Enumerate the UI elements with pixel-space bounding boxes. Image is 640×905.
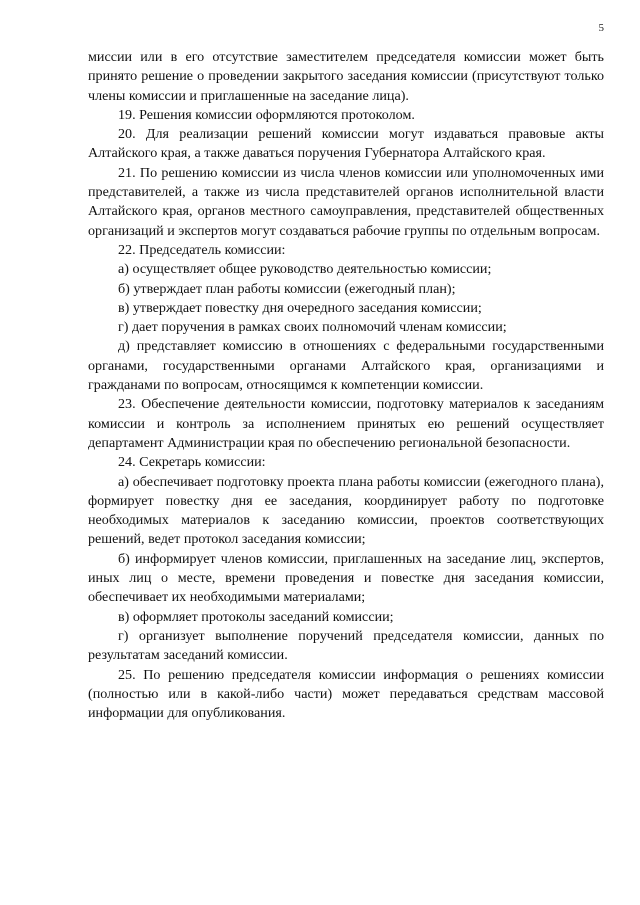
paragraph-24: 24. Секретарь комиссии: [118, 454, 266, 471]
paragraph-23: 23. Обеспечение деятельности комиссии, подготовку материалов к заседаниям комиссии и контроль за исполнением принятых ею решений осуществляет департамент Администрации края по обеспечению региональной безопасности. [88, 396, 604, 451]
paragraph-21: 21. По решению комиссии из числа членов комиссии или уполномоченных ими представителей, а также из числа представителей органов исполнительной власти Алтайского края, органов местного самоуправления, представителей общественных организаций и экспертов могут создаваться рабочие группы по отдельным вопросам. [88, 164, 604, 239]
paragraph-22-b: б) утверждает план работы комиссии (ежегодный план); [118, 280, 456, 297]
paragraph-continuation: миссии или в его отсутствие заместителем председателя комиссии может быть принято решение о проведении закрытого заседания комиссии (присутствуют только члены комиссии и приглашенные на заседание лица). [88, 49, 604, 104]
paragraph-25: 25. По решению председателя комиссии информация о решениях комиссии (полностью или в какой-либо части) может передаваться средствам массовой информации для опубликования. [88, 666, 604, 722]
paragraph-24-g: г) организует выполнение поручений председателя комиссии, данных по результатам заседаний комиссии. [88, 627, 604, 664]
document-body [88, 48, 604, 723]
paragraph-24-v: в) оформляет протоколы заседаний комиссии; [118, 608, 394, 625]
paragraph-22-a: а) осуществляет общее руководство деятельностью комиссии; [118, 261, 492, 278]
page-number: 5 [598, 22, 604, 34]
paragraph-24-a: а) обеспечивает подготовку проекта плана работы комиссии (ежегодного плана), формирует повестку дня ее заседания, координирует работу по подготовке необходимых материалов к заседанию комиссии, проектов соответствующих решений, ведет протокол заседания комиссии; [88, 473, 604, 548]
paragraph-19: 19. Решения комиссии оформляются протоколом. [118, 106, 415, 123]
paragraph-24-b: б) информирует членов комиссии, приглашенных на заседание лиц, экспертов, иных лиц о месте, времени проведения и повестке дня заседания комиссии, обеспечивает их необходимыми материалами; [88, 550, 604, 606]
paragraph-22: 22. Председатель комиссии: [118, 241, 286, 258]
paragraph-22-v: в) утверждает повестку дня очередного заседания комиссии; [118, 299, 482, 316]
paragraph-22-d: д) представляет комиссию в отношениях с федеральными государственными органами, государственными органами Алтайского края, организациями и гражданами по вопросам, относящимся к компетенции комиссии. [88, 338, 604, 394]
paragraph-20: 20. Для реализации решений комиссии могут издаваться правовые акты Алтайского края, а также даваться поручения Губернатора Алтайского края. [88, 126, 604, 162]
paragraph-22-g: г) дает поручения в рамках своих полномочий членам комиссии; [118, 319, 507, 336]
